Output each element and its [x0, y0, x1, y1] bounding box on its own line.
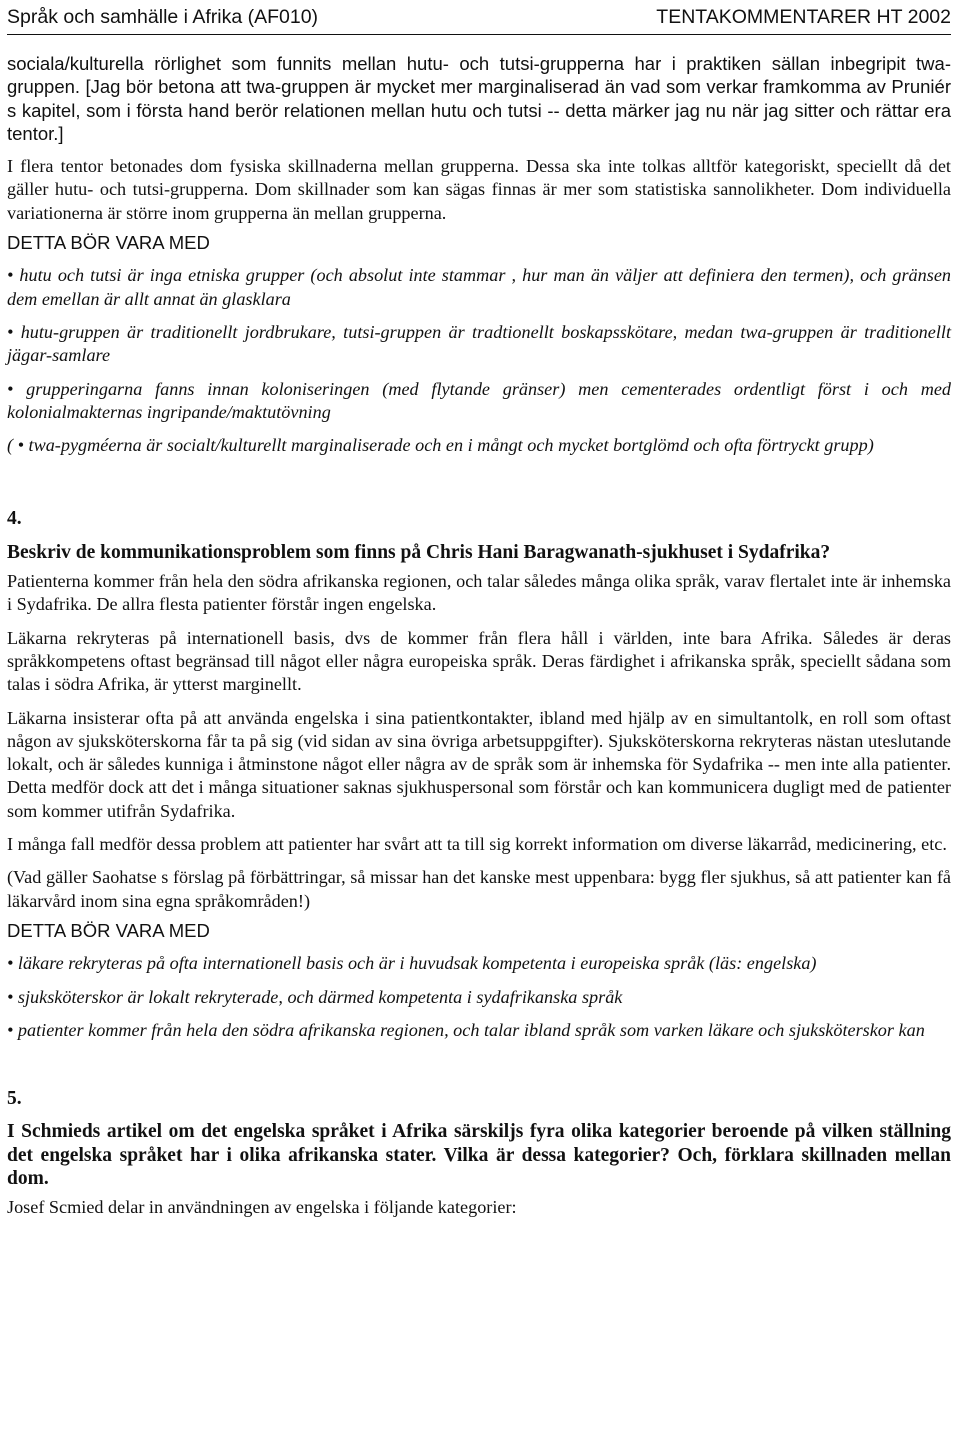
page-header: [7, 0, 951, 35]
bullet-item: ( • twa-pygméerna är socialt/kulturellt marginaliserade och en i mångt och mycket bortglömd och ofta förtryckt grupp): [7, 435, 874, 456]
bullet-item: • hutu och tutsi är inga etniska grupper (och absolut inte stammar , hur man än väljer att definiera den termen), och gränsen dem emellan är allt annat än glasklara: [7, 265, 951, 309]
bullet-item: • läkare rekryteras på ofta internationell basis och är i huvudsak kompetenta i europeiska språk (läs: engelska): [7, 953, 817, 974]
bullet-item: • hutu-gruppen är traditionellt jordbrukare, tutsi-gruppen är tradtionellt boskapsskötare, medan twa-gruppen är traditionellt jägar-samlare: [7, 321, 951, 366]
paragraph: sociala/kulturella rörlighet som funnits mellan hutu- och tutsi-grupperna har i praktiken sällan inbegripit twa-gruppen. [Jag bör betona att twa-gruppen är mycket mer marginaliserad än vad som verkar framkomma av Pruniér s kapitel, som i första hand berör relationen mellan hutu och tutsi -- detta märker jag nu när jag sitter och rättar era tentor.]: [7, 53, 951, 144]
paragraph: Läkarna insisterar ofta på att använda engelska i sina patientkontakter, ibland med hjälp av en simultantolk, en roll som oftast någon av sjuksköterskorna får ta på sig (vid sidan av sina övriga arbetsuppgifter). Sjuksköterskorna rekryteras nästan uteslutande lokalt, och är således kunniga i åtminstone något eller några av de språk som är inhemska för Sydafrika -- men inte alla patienter. Detta medför dock att det i många situationer saknas sjukhuspersonal som förstår och kan kommunicera dugligt med de patienter som kommer utifrån Sydafrika.: [7, 707, 951, 821]
section-label: DETTA BÖR VARA MED: [7, 919, 210, 941]
document-body: [7, 52, 951, 1220]
course-title: Språk och samhälle i Afrika (AF010): [7, 6, 319, 28]
question-number: 5.: [7, 1088, 22, 1110]
bullet-item: • sjuksköterskor är lokalt rekryterade, och därmed kompetenta i sydafrikanska språk: [7, 986, 623, 1007]
bullet-item: • grupperingarna fanns innan koloniseringen (med flytande gränser) men cementerades ordentligt först i och med kolonialmakternas ingripande/maktutövning: [7, 378, 951, 422]
question-title: Beskriv de kommunikationsproblem som finns på Chris Hani Baragwanath-sjukhuset i Sydafrika?: [7, 541, 831, 563]
header-right-title: TENTAKOMMENTARER HT 2002: [656, 6, 951, 28]
question-number: 4.: [7, 508, 22, 530]
bullet-item: • patienter kommer från hela den södra afrikanska regionen, och talar ibland språk som varken läkare och sjuksköterskor kan: [7, 1019, 925, 1040]
paragraph: (Vad gäller Saohatse s förslag på förbättringar, så missar han det kanske mest uppenbara: bygg fler sjukhus, så att patienter kan få läkarvård inom sina egna språkområden!): [7, 867, 951, 911]
section-label: DETTA BÖR VARA MED: [7, 232, 210, 254]
paragraph: I många fall medför dessa problem att patienter har svårt att ta till sig korrekt information om diverse läkarråd, medicinering, etc.: [7, 834, 947, 855]
paragraph: Läkarna rekryteras på internationell basis, dvs de kommer från flera håll i världen, inte bara Afrika. Således är deras språkkompetens oftast begränsad till något eller några europeiska språk. Deras färdighet i afrikanska språk, speciellt sådana som talas i södra Afrika, är ytterst marginellt.: [7, 627, 951, 695]
paragraph: I flera tentor betonades dom fysiska skillnaderna mellan grupperna. Dessa ska inte tolkas alltför kategoriskt, speciellt då det gäller hutu- och tutsi-grupperna. Dom skillnader som kan sägas finnas är mer som statistiska sannolikheter. Dom individuella variationerna är större inom grupperna än mellan grupperna.: [7, 156, 951, 223]
paragraph: Patienterna kommer från hela den södra afrikanska regionen, och talar således många olika språk, varav flertalet inte är inhemska i Sydafrika. De allra flesta patienter förstår ingen engelska.: [7, 571, 951, 615]
paragraph: Josef Scmied delar in användningen av engelska i följande kategorier:: [7, 1197, 517, 1218]
question-title: I Schmieds artikel om det engelska språket i Afrika särskiljs fyra olika kategorier beroende på vilken ställning det engelska språket har i olika afrikanska stater. Vilka är dessa kategorier? Och, förklara skillnaden mellan dom.: [7, 1121, 951, 1189]
